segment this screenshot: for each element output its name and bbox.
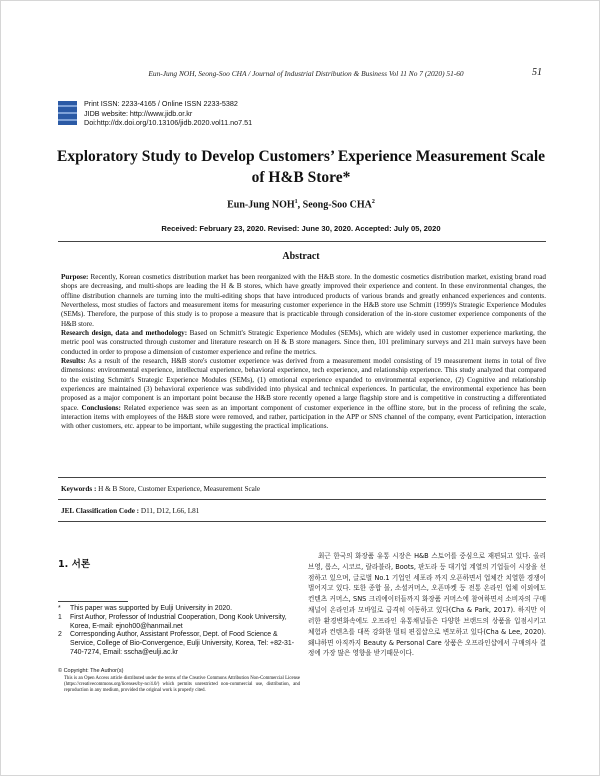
issn-line: Print ISSN: 2233-4165 / Online ISSN 2233-5382 — [84, 99, 238, 108]
license-text: This is an Open Access article distributed under the terms of the Creative Commons Attribution Non-Commercial License (https://creativecommons.org/licenses/by-nc/4.0/) which permits unrestricted non-commercial use, distribution, and reproduction in any medium, provided the original work is properly cited. — [64, 676, 300, 694]
keywords-text: H & B Store, Customer Experience, Measurement Scale — [96, 485, 261, 493]
logo-stripe — [58, 119, 77, 121]
results-text: As a result of the research, H&B store's customer experience was derived from a measurement model consisting of 19 measurement items in total of five dimensions: environmental experience, intellectual experience, behavioral experience, tech experience, and relationship experience. This study analyzed that compared to the existing Schmitt's Strategic Experience Modules (SEMs), (1) emotional experience expanded to environmental experience, (2) Cognitive and relationship experiences are maintained (3) behavioral experience was subdivided into physical and technical experiences. In particular, the environmental experience has been proposed as a major component is an important point because the H&B store recently opened a large flagship store and is competitive in constructing a differentiated space. — [61, 356, 546, 412]
method-text: Based on Schmitt's Strategic Experience Modules (SEMs), which are widely used in customer experience marketing, the metric pool was constructed through customer and literature research on H & B store managers. Since then, 101 preliminary surveys and 211 main surveys have been conducted in order to propose a dimension of customer experience and refine the metrics. — [61, 328, 547, 356]
conclusions-text: Related experience was seen as an important component of customer experience in the offline store, but in the process of refining the scale, interaction items with employees of the H&B store were removed, and rather, participation in the APP or SNS channel of the company, event Participation, interaction with other customers, etc. appear to be important, while suggesting the practical implications. — [61, 403, 546, 431]
jel-codes — [61, 507, 546, 515]
results-label: Results: — [61, 356, 86, 365]
doi-line[interactable]: Doi:http://dx.doi.org/10.13106/jidb.2020.vol11.no7.51 — [84, 118, 253, 127]
divider-keywords — [58, 499, 546, 500]
footnote-text: This paper was supported by Eulji University in 2020. — [70, 605, 233, 612]
footnote-text: First Author, Professor of Industrial Cooperation, Dong Kook University, Korea, E-mail: ejnoh00@hanmail.net — [70, 613, 287, 630]
received-dates: Received: February 23, 2020. Revised: June 30, 2020. Accepted: July 05, 2020 — [161, 224, 441, 233]
footnotes — [58, 605, 298, 658]
abstract-results — [61, 357, 546, 432]
logo-stripe — [58, 105, 77, 107]
author-1: Eun-Jung NOH — [227, 199, 295, 211]
section-heading: 1. 서론 — [58, 559, 91, 570]
website-line[interactable]: JIDB website: http://www.jidb.or.kr — [84, 108, 193, 118]
page-number: 51 — [532, 67, 542, 78]
abstract-body — [61, 273, 546, 432]
author-1-mark: 1 — [294, 199, 298, 205]
jel-text: D11, D12, L66, L81 — [139, 507, 200, 515]
running-header: Eun-Jung NOH, Seong-Soo CHA / Journal of Industrial Distribution & Business Vol 11 No 7 (2020) 51-60 — [148, 69, 464, 78]
jel-label: JEL Classification Code : — [61, 507, 140, 515]
divider-jel — [58, 521, 546, 522]
purpose-text: Recently, Korean cosmetics distribution market has been reorganized with the H&B store. In the domestic cosmetics distribution market, existing brand road shops are decreasing, and multi-shops are leading the H & B stores, which have greatly improved their experience and content. In these environmental changes, the offline distribution channels are turning into the multi-editing shops that have introduced products of various brands and greatly enhanced experiences and contents. Nevertheless, most studies of factors and measurement items for measuring customer experience in the H&B store use Schmitt (1999)'s Strategic Experience Modules (SEMs). Therefore, the purpose of this study is to propose a measure that is practicable through consideration of the in-store customer experience components of the H&B store. — [61, 273, 546, 328]
authors — [51, 199, 551, 210]
keywords-label: Keywords : — [61, 485, 97, 493]
keywords — [61, 485, 546, 493]
footnote — [58, 614, 298, 632]
abstract-heading: Abstract — [282, 251, 320, 262]
issn-block — [84, 99, 252, 128]
divider-abstract-end — [58, 477, 546, 478]
method-label: Research design, data and methodology: — [61, 328, 188, 337]
footnote-mark: 2 — [58, 631, 62, 639]
author-separator: , — [297, 199, 303, 211]
body-paragraph: 최근 한국의 화장품 유통 시장은 H&B 스토어를 중심으로 재편되고 있다. 올리브영, 롭스, 시코르, 랄라블라, Boots, 판도라 등 대기업 계열의 기업들이 시장을 선점하고 있으며, 글로벌 No.1 기업인 세포라 까지 오픈하면서 업체간 치열한 경쟁이 벌어지고 있다. 또한 종합 몰, 소셜커머스, 오픈마켓 등 전통 온라인 업체 이외에도 컨텐츠 커머스, SNS 크리에이터들까지 화장품 커머스에 참여하면서 소비자의 구매 채널이 온라인과 모바일로 급격히 이동하고 있다(Cha & Park, 2017). 하지만 이러한 환경변화속에도 오프라인 유통채널들은 다양한 브랜드의 상품을 입점시키고 체험과 컨텐츠를 대폭 강화한 멀티 편집샵으로 변모하고 있다(Cha & Lee, 2020). 왜냐하면 아직까지 Beauty & Personal Care 상품은 오프라인샵에서 구매의사 결정에 가장 많은 영향을 받기때문이다. — [308, 552, 546, 658]
author-2: Seong-Soo CHA — [302, 199, 372, 211]
body-text-column — [308, 551, 546, 659]
divider-top — [58, 241, 546, 242]
journal-logo — [58, 101, 77, 125]
abstract-method — [61, 329, 546, 357]
purpose-label: Purpose: — [61, 273, 89, 281]
footnote — [58, 631, 298, 657]
copyright: © Copyright: The Author(s) — [58, 668, 124, 674]
author-2-mark: 2 — [371, 199, 375, 205]
footnote-mark: 1 — [58, 613, 62, 621]
footnote-text: Corresponding Author, Assistant Professor, Dept. of Food Science & Service, College of Bio-Convergence, Eulji University, Korea, Tel: +82-31-740-7274, Email: sscha@eulji.ac.kr — [70, 631, 294, 657]
conclusions-label: Conclusions: — [81, 403, 121, 412]
abstract-purpose — [61, 273, 546, 329]
footnote-rule — [58, 601, 128, 602]
logo-stripe — [58, 112, 77, 114]
footnote — [58, 605, 298, 614]
paper-title: Exploratory Study to Develop Customers’ Experience Measurement Scale of H&B Store* — [56, 148, 546, 186]
footnote-mark: * — [58, 605, 61, 612]
